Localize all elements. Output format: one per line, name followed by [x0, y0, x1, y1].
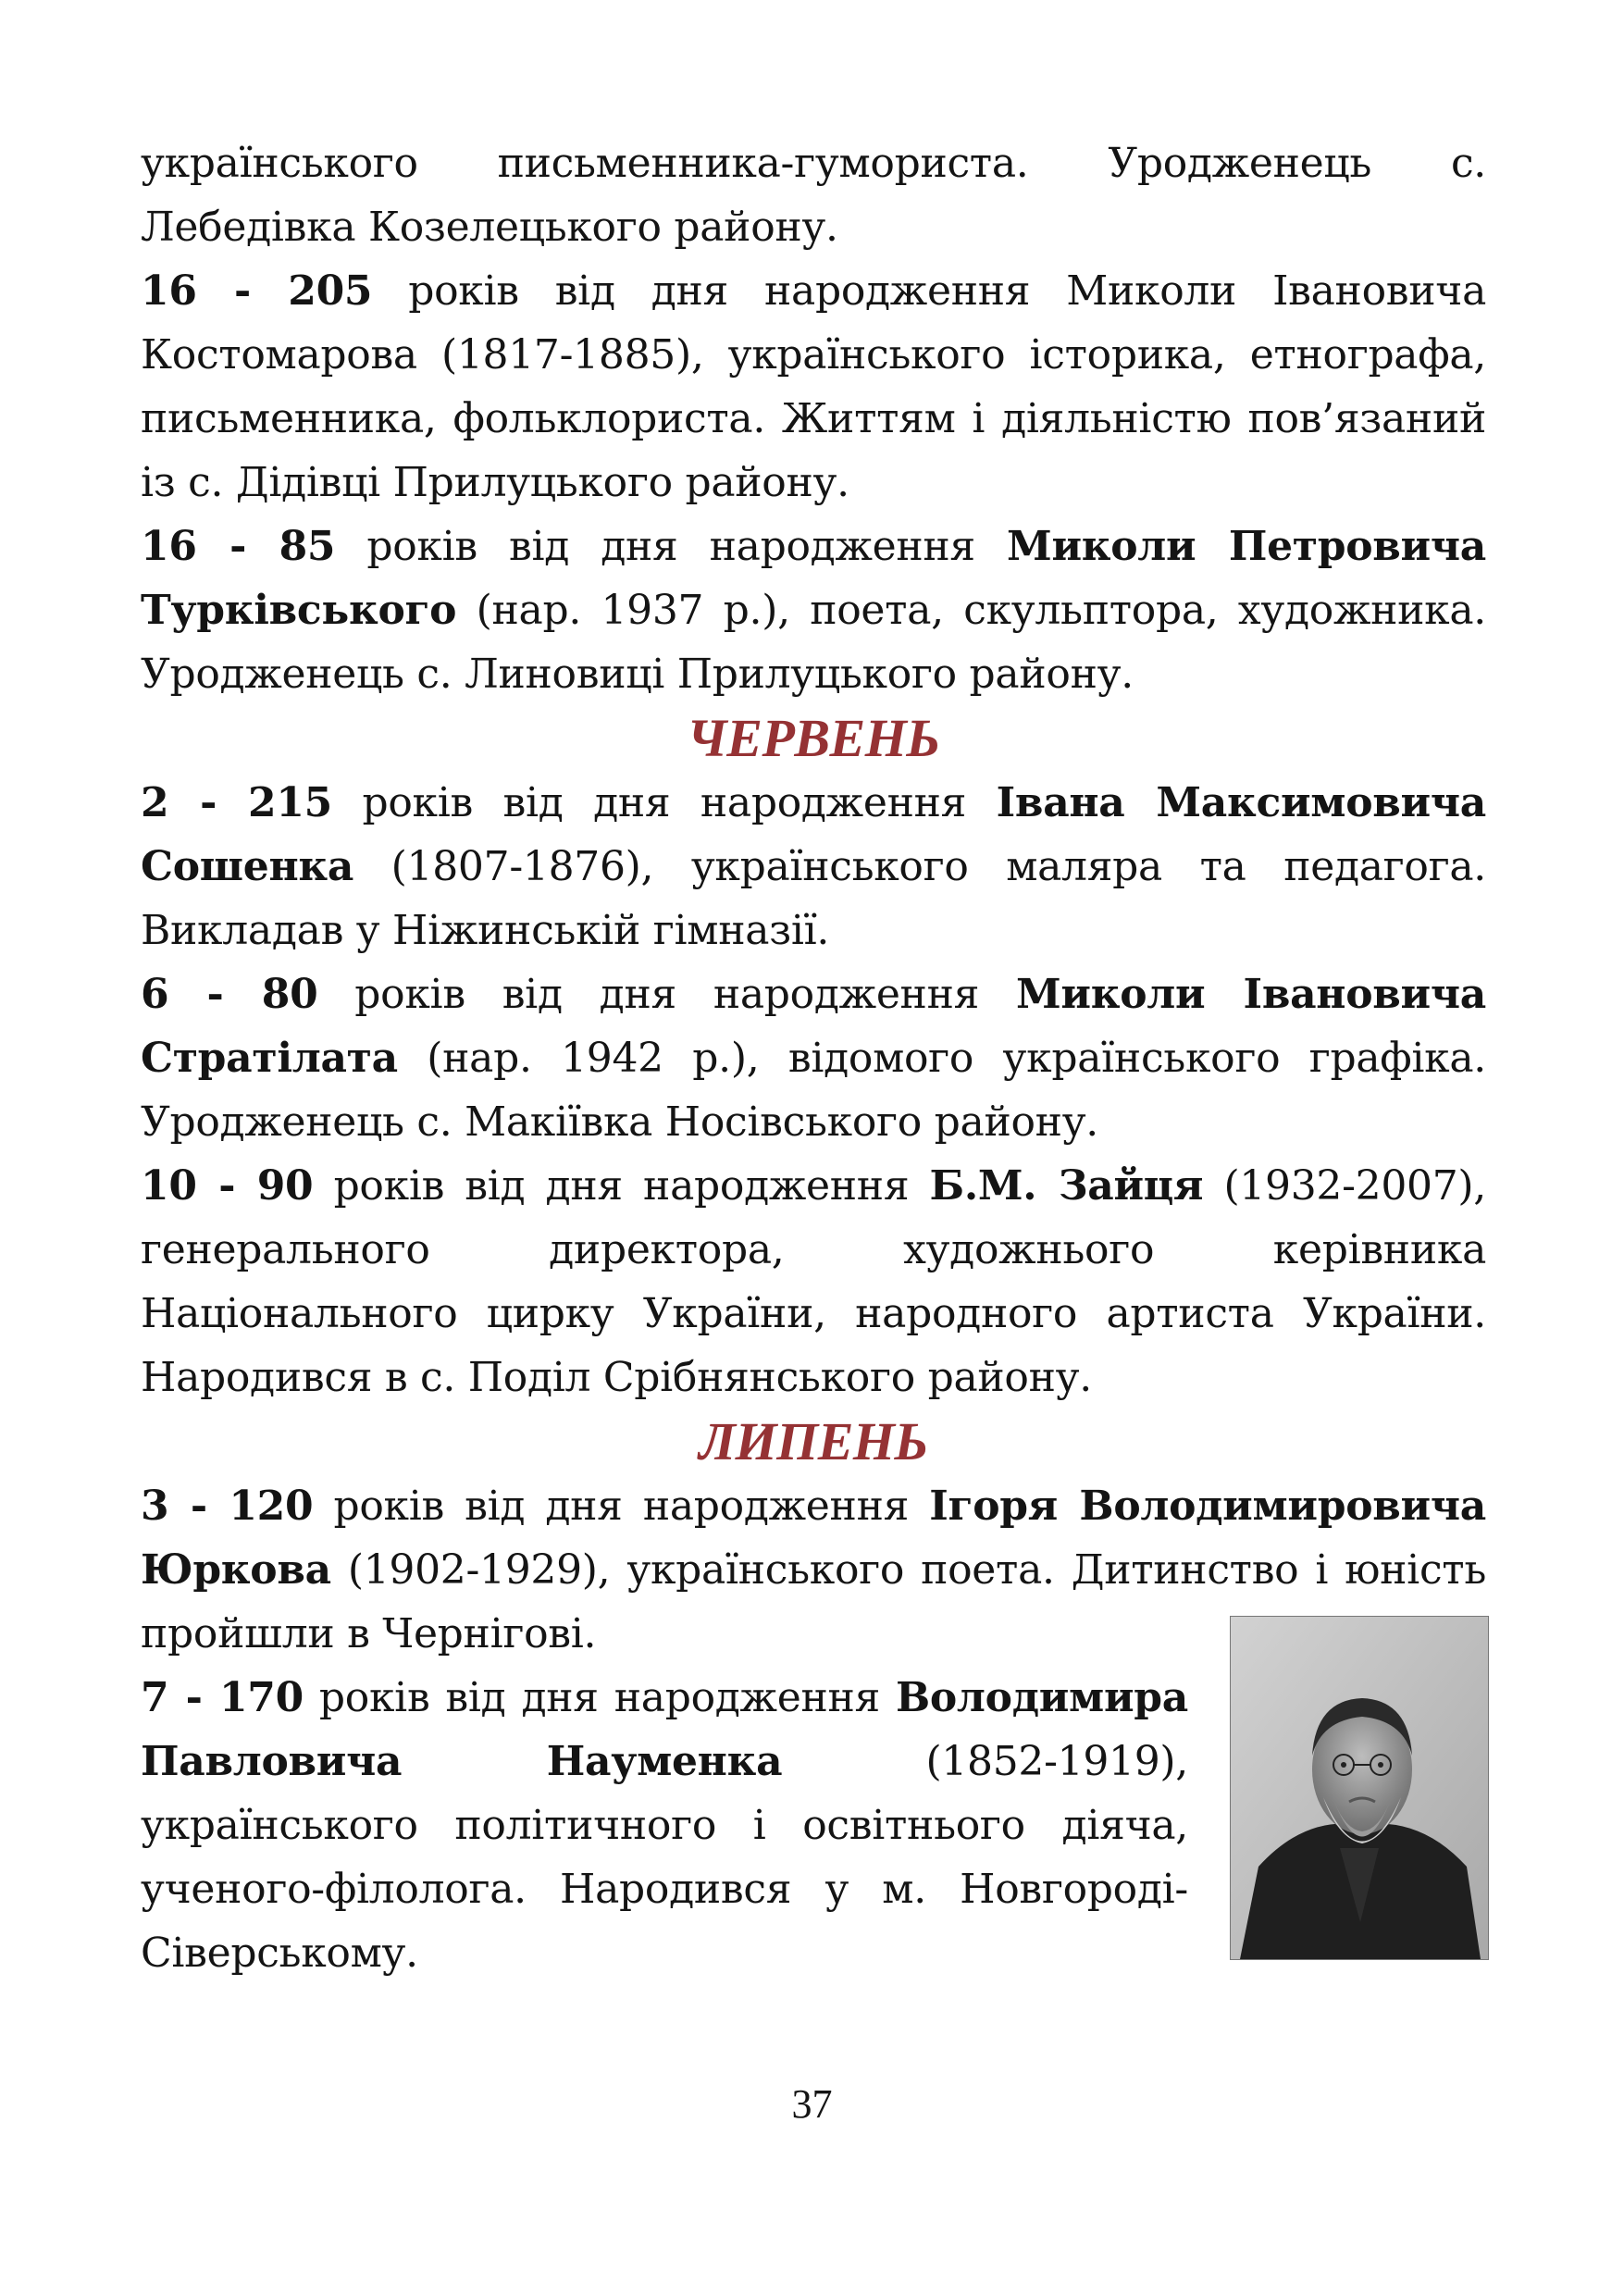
entry-text: (1807-1876), українського маляра та педагога. Викладав у Ніжинській гімназії.	[141, 843, 1486, 954]
entry-text: (1902-1929), українського поета. Дитинство і юність пройшли в Чернігові.	[141, 1546, 1486, 1657]
entry-text: (нар. 1942 р.), відомого українського графіка. Уродженець с. Макіївка Носівського району.	[141, 1035, 1486, 1146]
entry-text: років від дня народження Миколи Івановича Костомарова (1817-1885), українського історика, етнографа, письменника, фольклориста. Життям і діяльністю пов’язаний із с. Дідівці Прилуцького району.	[141, 267, 1486, 506]
entry-person-name: Володимира Павловича Науменка	[141, 1674, 1188, 1785]
entry-date: 16 - 205	[141, 267, 373, 315]
entry-text: років від дня народження	[317, 971, 1016, 1018]
entry-soshenko	[141, 771, 1486, 962]
entry-text: (1852-1919), українського політичного і освітнього діяча, ученого-філолога. Народився у м. Новгороді-Сіверському.	[141, 1738, 1188, 1977]
entry-person-name: Б.М. Зайця	[929, 1162, 1204, 1210]
entry-naumenko	[141, 1666, 1188, 1985]
entry-text: років від дня народження	[313, 1162, 930, 1210]
entry-person-name: Миколи Івановича Стратілата	[141, 971, 1486, 1082]
entry-date: 3 - 120	[141, 1483, 314, 1530]
entry-zayets	[141, 1154, 1486, 1409]
page-number: 37	[791, 2081, 833, 2127]
entry-text: (нар. 1937 р.), поета, скульптора, художника. Уродженець с. Линовиці Прилуцького району.	[141, 587, 1486, 698]
entry-stratilat	[141, 962, 1486, 1154]
entry-person-name: Івана Максимовича Сошенка	[141, 779, 1486, 890]
entry-date: 16 - 85	[141, 523, 336, 570]
entry-person-name: Ігоря Володимировича Юркова	[141, 1483, 1486, 1594]
portrait-photo-icon	[1230, 1616, 1489, 1960]
entry-date: 6 - 80	[141, 971, 318, 1018]
entry-text: (1932-2007), генерального директора, художнього керівника Національного цирку України, народного артиста України. Народився в с. Поділ Срібнянського району.	[141, 1162, 1486, 1401]
paragraph-intro: українського письменника-гумориста. Уродженець с. Лебедівка Козелецького району.	[141, 140, 1486, 251]
entry-text: років від дня народження	[313, 1483, 930, 1530]
month-heading-june: ЧЕРВЕНЬ	[687, 708, 940, 768]
entry-date: 10 - 90	[141, 1162, 314, 1210]
entry-person-name: Миколи Петровича Турківського	[141, 523, 1487, 634]
entry-text: років від дня народження	[303, 1674, 896, 1721]
entry-kostomarov	[141, 259, 1486, 515]
entry-turkivskyi	[141, 515, 1486, 706]
entry-text: років від дня народження	[331, 779, 997, 826]
entry-date: 7 - 170	[141, 1674, 304, 1721]
month-heading-july: ЛИПЕНЬ	[699, 1411, 928, 1471]
entry-date: 2 - 215	[141, 779, 332, 826]
entry-text: років від дня народження	[335, 523, 1008, 570]
